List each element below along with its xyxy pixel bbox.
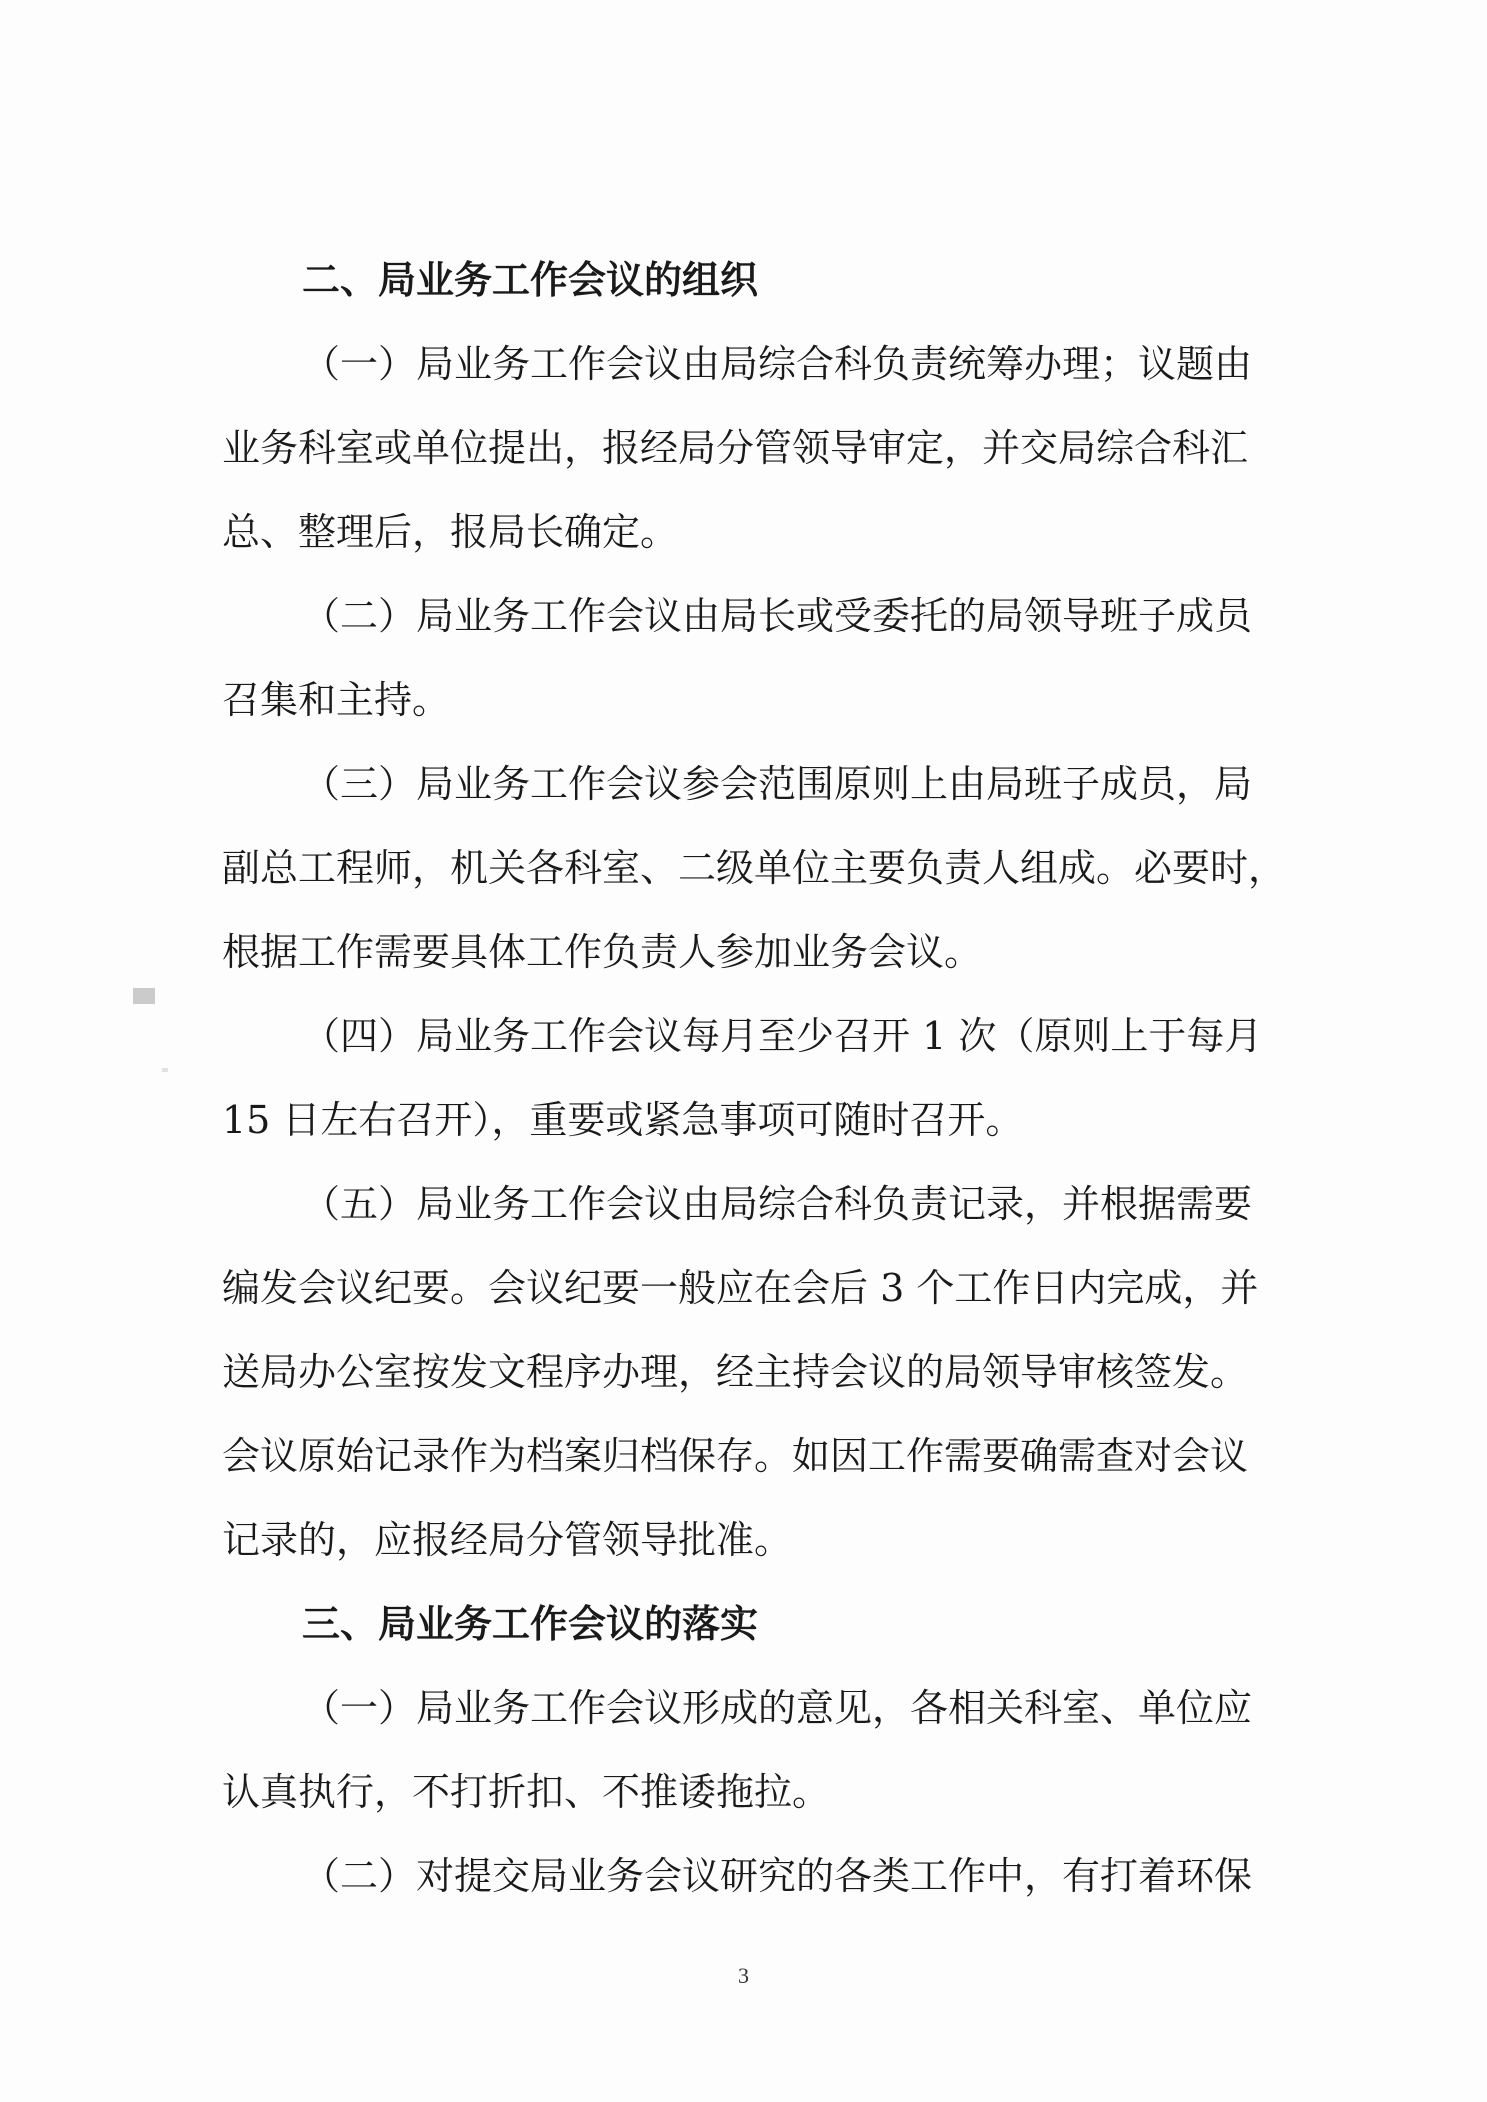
- paragraph-line: 会议原始记录作为档案归档保存。如因工作需要确需查对会议: [222, 1434, 1249, 1478]
- section-heading-2: 二、局业务工作会议的组织: [302, 258, 759, 302]
- paragraph-line: 业务科室或单位提出，报经局分管领导审定，并交局综合科汇: [222, 426, 1249, 470]
- paragraph-line: 根据工作需要具体工作负责人参加业务会议。: [222, 930, 983, 974]
- paragraph-line: （三）局业务工作会议参会范围原则上由局班子成员，局: [302, 762, 1253, 806]
- paragraph-line: 认真执行，不打折扣、不推诿拖拉。: [222, 1770, 831, 1814]
- paragraph-line: 副总工程师，机关各科室、二级单位主要负责人组成。必要时，: [222, 846, 1287, 890]
- scan-artifact: [162, 1068, 168, 1072]
- document-body: [222, 258, 1287, 1898]
- paragraph-line: （一）局业务工作会议形成的意见，各相关科室、单位应: [302, 1686, 1253, 1730]
- section-heading-3: 三、局业务工作会议的落实: [302, 1602, 759, 1646]
- paragraph-line: （五）局业务工作会议由局综合科负责记录，并根据需要: [302, 1182, 1253, 1226]
- paragraph-line: （一）局业务工作会议由局综合科负责统筹办理；议题由: [302, 342, 1253, 386]
- paragraph-line: 召集和主持。: [222, 678, 451, 722]
- paragraph-line: （四）局业务工作会议每月至少召开 1 次（原则上于每月: [302, 1014, 1263, 1058]
- paragraph-line: 15 日左右召开），重要或紧急事项可随时召开。: [222, 1098, 1024, 1142]
- paragraph-line: 送局办公室按发文程序办理，经主持会议的局领导审核签发。: [222, 1350, 1249, 1394]
- paragraph-line: 总、整理后，报局长确定。: [222, 510, 679, 554]
- paragraph-line: 编发会议纪要。会议纪要一般应在会后 3 个工作日内完成，并: [222, 1266, 1259, 1310]
- paragraph-line: （二）对提交局业务会议研究的各类工作中，有打着环保: [302, 1854, 1253, 1898]
- page-number: 3: [738, 1963, 749, 1988]
- paragraph-line: 记录的，应报经局分管领导批准。: [222, 1518, 793, 1562]
- scan-artifact: [133, 988, 155, 1004]
- paragraph-line: （二）局业务工作会议由局长或受委托的局领导班子成员: [302, 594, 1253, 638]
